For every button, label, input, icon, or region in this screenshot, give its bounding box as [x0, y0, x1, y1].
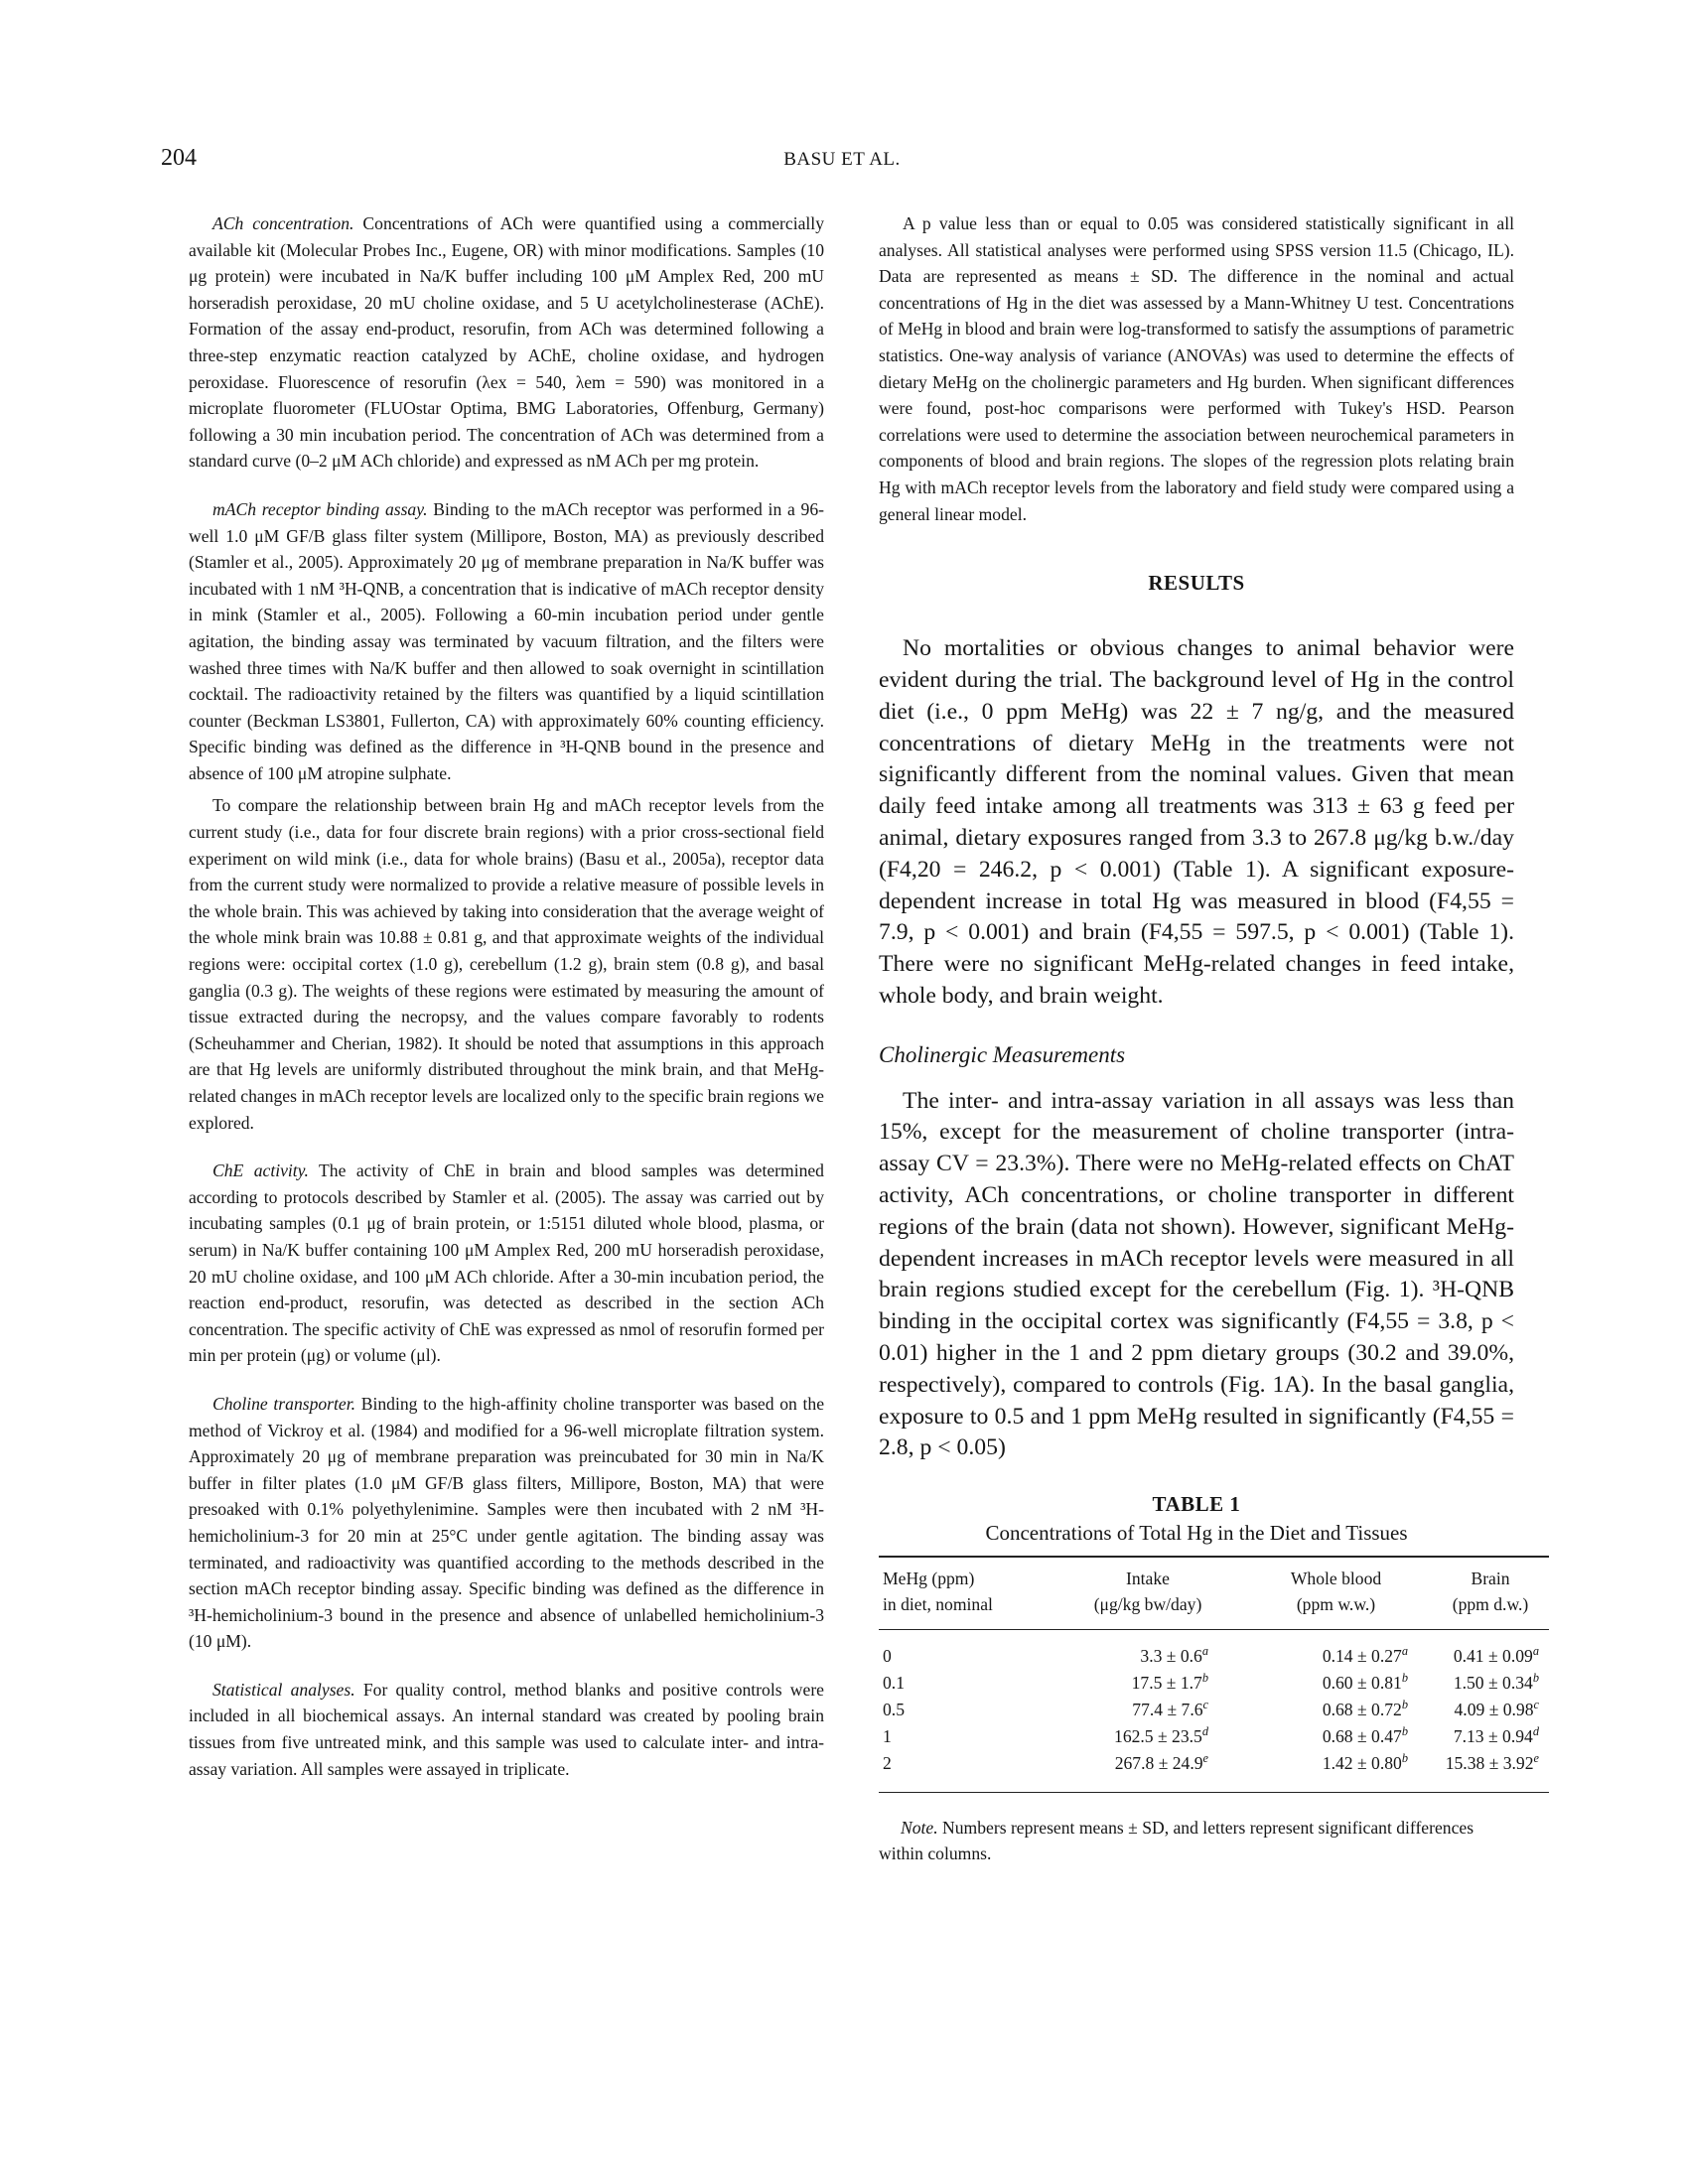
cell-blood: [1240, 1723, 1432, 1750]
header-diet-line2: in diet, nominal: [883, 1594, 993, 1615]
cell-intake: [1055, 1723, 1240, 1750]
left-column: [189, 210, 824, 1782]
cell-intake-significance-letter: c: [1202, 1698, 1208, 1712]
cell-blood: [1240, 1697, 1432, 1723]
table-row: [879, 1750, 1549, 1793]
cell-diet: [879, 1723, 1055, 1750]
choline-transporter-heading: Choline transporter.: [212, 1393, 356, 1414]
page-number: 204: [161, 145, 197, 171]
che-activity-text: The activity of ChE in brain and blood samples was determined according to protocols described by Stamler et al. (2005). The assay was carried out by incubating samples (0.1 μg of brain protein, or 1:5151 diluted whole blood, plasma, or serum) in Na/K buffer containing 100 μM Amplex Red, 200 mU horseradish peroxidase, 20 mU choline oxidase, and 100 μM ACh chloride. After a 30-min incubation period, the reaction end-product, resorufin, was detected as described in the section ACh concentration. The specific activity of ChE was expressed as nmol of resorufin formed per min per protein (μg) or volume (μl).: [189, 1160, 824, 1366]
header-blood-line2: (ppm w.w.): [1296, 1594, 1376, 1615]
cell-intake-significance-letter: e: [1202, 1751, 1208, 1766]
table-caption: Concentrations of Total Hg in the Diet and Tissues: [985, 1521, 1408, 1546]
cell-intake: [1055, 1750, 1240, 1793]
cell-intake: [1055, 1670, 1240, 1697]
cell-diet-value: 1: [883, 1726, 892, 1747]
che-activity-paragraph: [189, 1158, 824, 1369]
cell-brain-value: 4.09 ± 0.98: [1454, 1700, 1534, 1720]
cell-blood-value: 1.42 ± 0.80: [1322, 1753, 1402, 1774]
header-brain: [1432, 1557, 1549, 1630]
cell-blood-significance-letter: b: [1401, 1751, 1408, 1766]
table-note-label: Note.: [901, 1818, 938, 1839]
table-note-text: Numbers represent means ± SD, and letters represent significant differences within columns.: [879, 1818, 1474, 1864]
cell-blood-significance-letter: b: [1401, 1698, 1408, 1712]
results-heading: RESULTS: [1148, 571, 1245, 596]
mach-binding-paragraph: [189, 496, 824, 787]
cell-brain-value: 0.41 ± 0.09: [1453, 1646, 1533, 1667]
statistical-analyses-paragraph: [189, 1677, 824, 1782]
cell-intake-value: 162.5 ± 23.5: [1114, 1726, 1202, 1747]
right-column: [879, 210, 1539, 1884]
table-note: [879, 1815, 1514, 1866]
cell-diet: [879, 1630, 1055, 1671]
cell-blood-value: 0.68 ± 0.72: [1322, 1700, 1402, 1720]
header-brain-line1: Brain: [1471, 1569, 1510, 1589]
hg-concentration-table: [879, 1556, 1549, 1793]
cell-blood-significance-letter: b: [1401, 1724, 1408, 1739]
header-intake: [1055, 1557, 1240, 1630]
cell-intake-value: 17.5 ± 1.7: [1131, 1673, 1202, 1694]
table-row: [879, 1630, 1549, 1671]
header-diet-line1: MeHg (ppm): [883, 1569, 975, 1589]
cell-diet-value: 0.1: [883, 1673, 905, 1694]
cell-diet-value: 2: [883, 1753, 892, 1774]
cell-diet: [879, 1670, 1055, 1697]
cell-diet-value: 0.5: [883, 1700, 905, 1720]
cell-intake-value: 3.3 ± 0.6: [1140, 1646, 1202, 1667]
statistics-continued-paragraph: A p value less than or equal to 0.05 was considered statistically significant in all analyses. All statistical analyses were performed using SPSS version 11.5 (Chicago, IL). Data are represented as means ± SD. The difference in the nominal and actual concentrations of Hg in the diet was assessed by a Mann-Whitney U test. Concentrations of MeHg in blood and brain were log-transformed to satisfy the assumptions of parametric statistics. One-way analysis of variance (ANOVAs) was used to determine the effects of dietary MeHg on the cholinergic parameters and Hg burden. When significant differences were found, post-hoc comparisons were performed with Tukey's HSD. Pearson correlations were used to determine the association between neurochemical parameters in components of blood and brain regions. The slopes of the regression plots relating brain Hg with mACh receptor levels from the laboratory and field study were compared using a general linear model.: [879, 213, 1514, 524]
cell-diet: [879, 1697, 1055, 1723]
cell-blood-value: 0.60 ± 0.81: [1322, 1673, 1402, 1694]
cell-brain: [1432, 1723, 1549, 1750]
table-header-row: [879, 1557, 1549, 1630]
cell-intake-significance-letter: d: [1201, 1724, 1208, 1739]
table-row: [879, 1723, 1549, 1750]
cell-diet-value: 0: [883, 1646, 892, 1667]
cell-intake-significance-letter: a: [1201, 1644, 1208, 1659]
header-blood-line1: Whole blood: [1290, 1569, 1382, 1589]
mach-binding-text: Binding to the mACh receptor was performed in a 96-well 1.0 μM GF/B glass filter system (Millipore, Boston, MA) as previously described (Stamler et al., 2005). Approximately 20 μg of membrane preparation in Na/K buffer was incubated with 1 nM ³H-QNB, a concentration that is indicative of mACh receptor density in mink (Stamler et al., 2005). Following a 60-min incubation period under gentle agitation, the binding assay was terminated by vacuum filtration, and the filters were washed three times with Na/K buffer and then allowed to soak overnight in scintillation cocktail. The radioactivity retained by the filters was quantified by a liquid scintillation counter (Beckman LS3801, Fullerton, CA) with approximately 60% counting efficiency. Specific binding was defined as the difference in ³H-QNB bound in the presence and absence of 100 μM atropine sulphate.: [189, 498, 825, 783]
cell-brain-significance-letter: b: [1532, 1671, 1539, 1686]
mach-binding-heading: mACh receptor binding assay.: [212, 498, 428, 519]
running-title: BASU ET AL.: [783, 149, 901, 170]
cell-brain: [1432, 1697, 1549, 1723]
cell-blood: [1240, 1670, 1432, 1697]
cholinergic-heading: Cholinergic Measurements: [879, 1041, 1126, 1067]
cell-brain-significance-letter: c: [1533, 1698, 1539, 1712]
results-paragraph: No mortalities or obvious changes to animal behavior were evident during the trial. The background level of Hg in the control diet (i.e., 0 ppm MeHg) was 22 ± 7 ng/g, and the measured concentrations of dietary MeHg in the treatments were not significantly different from the nominal values. Given that mean daily feed intake among all treatments was 313 ± 63 g feed per animal, dietary exposures ranged from 3.3 to 267.8 μg/kg b.w./day (F4,20 = 246.2, p < 0.001) (Table 1). A significant exposure-dependent increase in total Hg was measured in blood (F4,55 = 7.9, p < 0.001) and brain (F4,55 = 597.5, p < 0.001) (Table 1). There were no significant MeHg-related changes in feed intake, whole body, and brain weight.: [879, 635, 1514, 1009]
header-blood: [1240, 1557, 1432, 1630]
cell-intake: [1055, 1630, 1240, 1671]
choline-transporter-paragraph: [189, 1391, 824, 1655]
statistical-analyses-heading: Statistical analyses.: [212, 1679, 355, 1700]
cell-brain-significance-letter: d: [1532, 1724, 1539, 1739]
normalization-text: To compare the relationship between brain Hg and mACh receptor levels from the current study (i.e., data for four discrete brain regions) with a prior cross-sectional field experiment on wild mink (i.e., data for whole brains) (Basu et al., 2005a), receptor data from the current study were normalized to provide a relative measure of possible levels in the whole brain. This was achieved by taking into consideration that the average weight of the whole mink brain was 10.88 ± 0.81 g, and that approximate weights of the individual regions were: occipital cortex (1.0 g), cerebellum (1.2 g), brain stem (0.8 g), and basal ganglia (0.3 g). The weights of these regions were estimated by measuring the amount of tissue extracted during the necropsy, and the values compare favorably to rodents (Scheuhammer and Cherian, 1982). It should be noted that assumptions in this approach are that Hg levels are uniformly distributed throughout the mink brain, and that MeHg-related changes in mACh receptor levels are localized only to the specific brain regions we explored.: [189, 795, 824, 1133]
table-row: [879, 1697, 1549, 1723]
cell-intake-value: 267.8 ± 24.9: [1114, 1753, 1203, 1774]
normalization-paragraph: [189, 792, 824, 1136]
ach-concentration-paragraph: [189, 210, 824, 475]
che-activity-heading: ChE activity.: [212, 1160, 309, 1181]
ach-concentration-text: Concentrations of ACh were quantified using a commercially available kit (Molecular Probes Inc., Eugene, OR) with minor modifications. Samples (10 μg protein) were incubated in Na/K buffer including 100 μM Amplex Red, 200 mU horseradish peroxidase, 20 mU choline oxidase, and 5 U acetylcholinesterase (AChE). Formation of the assay end-product, resorufin, from ACh was determined following a three-step enzymatic reaction catalyzed by AChE, choline oxidase, and hydrogen peroxidase. Fluorescence of resorufin (λex = 540, λem = 590) was monitored in a microplate fluorometer (FLUOstar Optima, BMG Laboratories, Offenburg, Germany) following a 30 min incubation period. The concentration of ACh was determined from a standard curve (0–2 μM ACh chloride) and expressed as nM ACh per mg protein.: [189, 213, 824, 472]
cell-brain-significance-letter: e: [1533, 1751, 1539, 1766]
statistical-analyses-text: For quality control, method blanks and positive controls were included in all biochemical assays. An internal standard was created by pooling brain tissues from five untreated mink, and this sample was used to calculate inter- and intra-assay variation. All samples were assayed in triplicate.: [189, 1679, 824, 1779]
choline-transporter-text: Binding to the high-affinity choline transporter was based on the method of Vickroy et al. (1984) and modified for a 96-well microplate filtration system. Approximately 20 μg of membrane preparation was preincubated for 30 min in Na/K buffer in filter plates (1.0 μM GF/B glass filters, Millipore, Boston, MA) that were presoaked with 0.1% polyethylenimine. Samples were then incubated with 2 nM ³H-hemicholinium-3 for 20 min at 25°C under gentle agitation. The binding assay was terminated, and radioactivity was quantified according to the methods described in the section mACh receptor binding assay. Specific binding was defined as the difference in ³H-hemicholinium-3 bound in the presence and absence of unlabelled hemicholinium-3 (10 μM).: [189, 1393, 824, 1652]
cell-blood-value: 0.68 ± 0.47: [1322, 1726, 1402, 1747]
table-label: TABLE 1: [1152, 1492, 1241, 1517]
cell-brain-significance-letter: a: [1532, 1644, 1539, 1659]
cell-blood-value: 0.14 ± 0.27: [1322, 1646, 1402, 1667]
header-diet: [879, 1557, 1055, 1630]
cell-brain-value: 7.13 ± 0.94: [1453, 1726, 1533, 1747]
header-brain-line2: (ppm d.w.): [1452, 1594, 1529, 1615]
cell-brain: [1432, 1750, 1549, 1793]
cell-intake-significance-letter: b: [1201, 1671, 1208, 1686]
cell-blood: [1240, 1630, 1432, 1671]
ach-concentration-heading: ACh concentration.: [212, 213, 354, 233]
cell-intake: [1055, 1697, 1240, 1723]
cell-brain-value: 15.38 ± 3.92: [1445, 1753, 1534, 1774]
cell-blood-significance-letter: b: [1401, 1671, 1408, 1686]
cell-intake-value: 77.4 ± 7.6: [1132, 1700, 1203, 1720]
cell-diet: [879, 1750, 1055, 1793]
cell-brain-value: 1.50 ± 0.34: [1453, 1673, 1533, 1694]
cell-blood-significance-letter: a: [1401, 1644, 1408, 1659]
cholinergic-paragraph: The inter- and intra-assay variation in all assays was less than 15%, except for the measurement of choline transporter (intra-assay CV = 23.3%). There were no MeHg-related effects on ChAT activity, ACh concentrations, or choline transporter in different regions of the brain (data not shown). However, significant MeHg-dependent increases in mACh receptor levels were measured in all brain regions studied except for the cerebellum (Fig. 1). ³H-QNB binding in the occipital cortex was significantly (F4,55 = 3.8, p < 0.01) higher in the 1 and 2 ppm dietary groups (30.2 and 39.0%, respectively), compared to controls (Fig. 1A). In the basal ganglia, exposure to 0.5 and 1 ppm MeHg resulted in significantly (F4,55 = 2.8, p < 0.05): [879, 1087, 1514, 1461]
cell-brain: [1432, 1670, 1549, 1697]
header-intake-line2: (μg/kg bw/day): [1093, 1594, 1202, 1615]
cell-brain: [1432, 1630, 1549, 1671]
cell-blood: [1240, 1750, 1432, 1793]
table-row: [879, 1670, 1549, 1697]
header-intake-line1: Intake: [1126, 1569, 1170, 1589]
